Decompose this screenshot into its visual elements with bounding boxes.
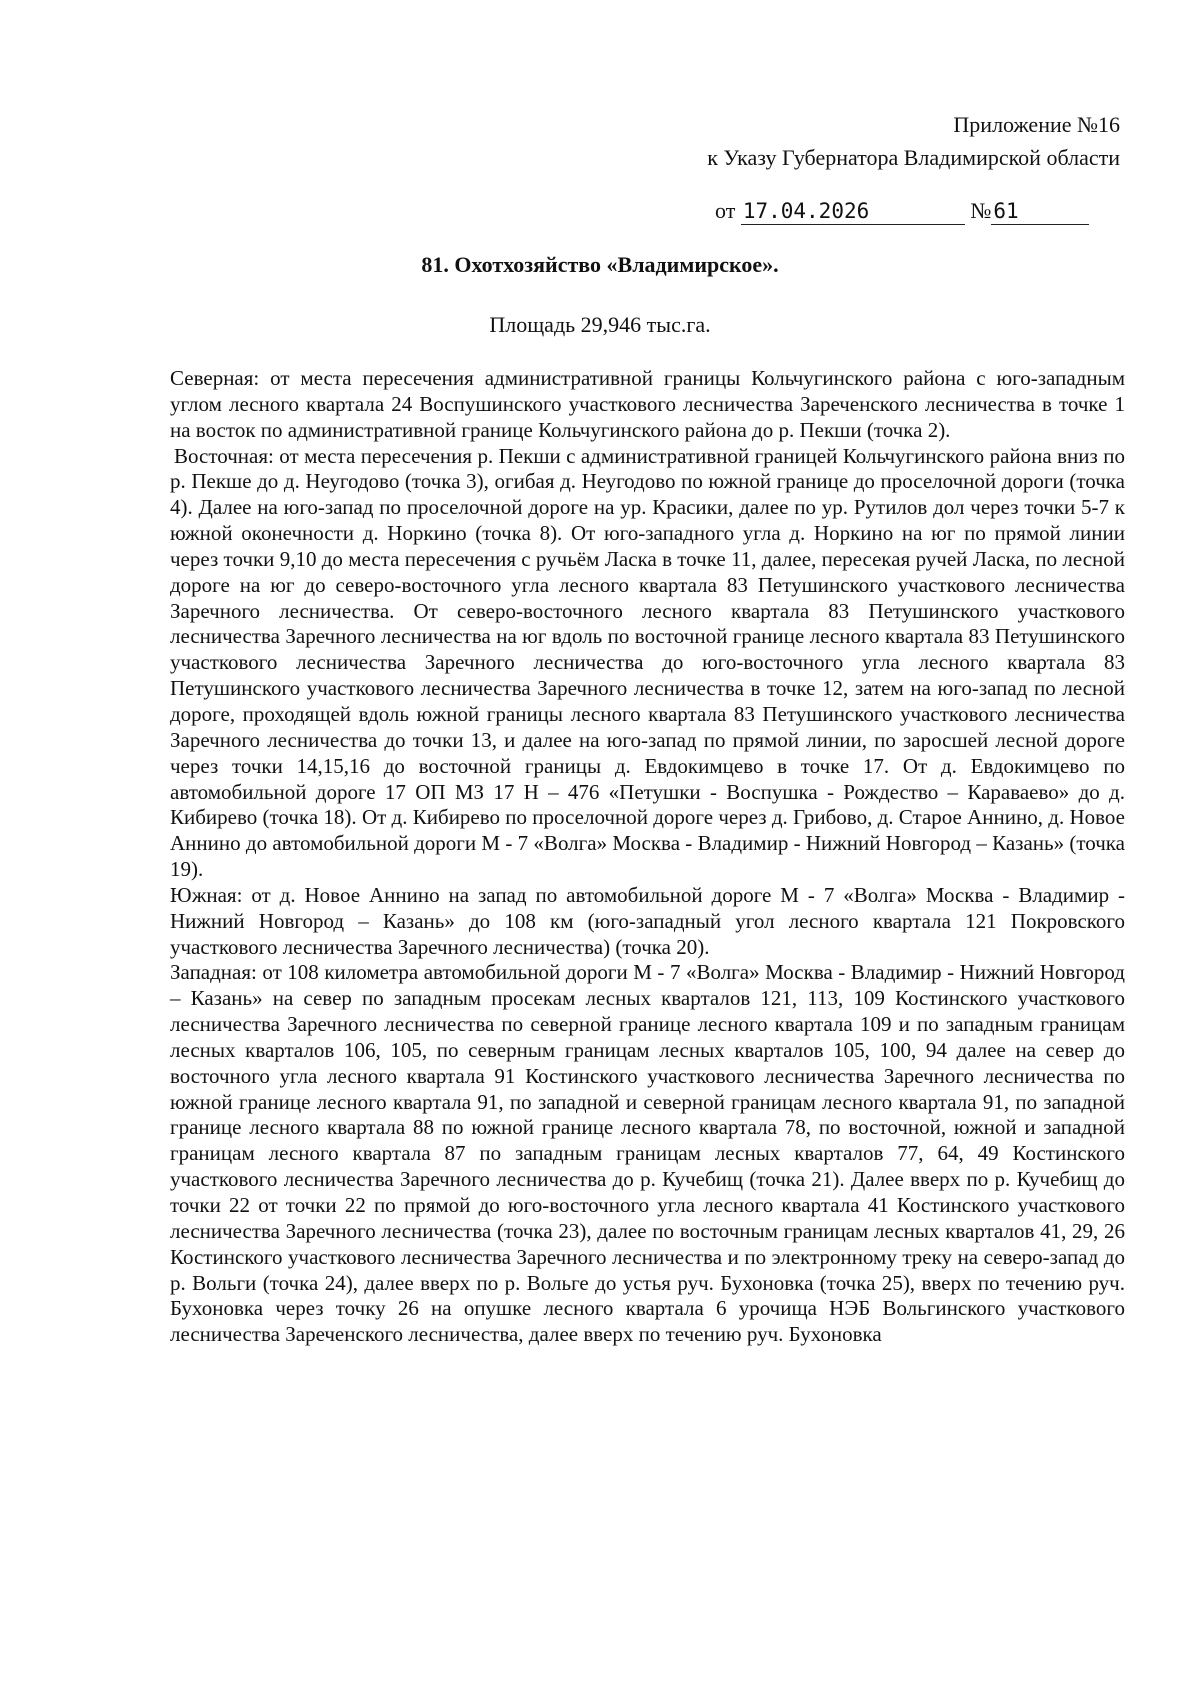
section-title: 81. Охотхозяйство «Владимирское». bbox=[421, 252, 779, 277]
number-prefix: № bbox=[970, 198, 992, 223]
document-date-number bbox=[715, 196, 1120, 226]
boundary-description bbox=[170, 366, 1125, 1348]
paragraph-east: Восточная: от места пересечения р. Пекши с административной границей Кольчугинского района вниз по р. Пекше до д. Неугодово (точка 3), огибая д. Неугодово по южной границе до проселочной дороги (точка 4). Далее на юго-запад по проселочной дороге на ур. Красики, далее по ур. Рутилов дол через точки 5-7 к южной оконечности д. Норкино (точка 8). От юго-западного угла д. Норкино на юг по прямой линии через точки 9,10 до места пересечения с ручьём Ласка в точке 11, далее, пересекая ручей Ласка, по лесной дороге на юг до северо-восточного угла лесного квартала 83 Петушинского участкового лесничества Заречного лесничества. От северо-восточного лесного квартала 83 Петушинского участкового лесничества Заречного лесничества на юг вдоль по восточной границе лесного квартала 83 Петушинского участкового лесничества Заречного лесничества до юго-восточного угла лесного квартала 83 Петушинского участкового лесничества Заречного лесничества в точке 12, затем на юго-запад по лесной дороге, проходящей вдоль южной границы лесного квартала 83 Петушинского участкового лесничества Заречного лесничества до точки 13, и далее на юго-запад по прямой линии, по заросшей лесной дороге через точки 14,15,16 до восточной границы д. Евдокимцево в точке 17. От д. Евдокимцево по автомобильной дороге 17 ОП МЗ 17 Н – 476 «Петушки - Воспушка - Рождество – Караваево» до д. Кибирево (точка 18). От д. Кибирево по проселочной дороге через д. Грибово, д. Старое Аннино, д. Новое Аннино до автомобильной дороги М - 7 «Волга» Москва - Владимир - Нижний Новгород – Казань» (точка 19). bbox=[170, 443, 1125, 882]
date-prefix: от bbox=[715, 198, 736, 223]
document-date: 17.04.2026 bbox=[741, 198, 965, 225]
decree-reference: к Указу Губернатора Владимирской области bbox=[707, 145, 1120, 170]
document-header bbox=[707, 108, 1120, 174]
paragraph-north: Северная: от места пересечения административной границы Кольчугинского района с юго-западным углом лесного квартала 24 Воспушинского участкового лесничества Зареченского лесничества в точке 1 на восток по административной границе Кольчугинского района до р. Пекши (точка 2). bbox=[170, 366, 1125, 442]
paragraph-west: Западная: от 108 километра автомобильной дороги М - 7 «Волга» Москва - Владимир - Нижний Новгород – Казань» на север по западным просекам лесных кварталов 121, 113, 109 Костинского участкового лесничества Заречного лесничества по северной границе лесного квартала 109 и по западным границам лесных кварталов 106, 105, по северным границам лесных кварталов 105, 100, 94 далее на север до восточного угла лесного квартала 91 Костинского участкового лесничества Заречного лесничества по южной границе лесного квартала 91, по западной и северной границам лесного квартала 91, по западной границе лесного квартала 88 по южной границе лесного квартала 78, по восточной, южной и западной границам лесного квартала 87 по западным границам лесных кварталов 77, 64, 49 Костинского участкового лесничества Заречного лесничества до р. Кучебищ (точка 21). Далее вверх по р. Кучебищ до точки 22 от точки 22 по прямой до юго-восточного угла лесного квартала 41 Костинского участкового лесничества Заречного лесничества (точка 23), далее по восточным границам лесных кварталов 41, 29, 26 Костинского участкового лесничества Заречного лесничества и по электронному треку на северо-запад до р. Вольги (точка 24), далее вверх по р. Вольге до устья руч. Бухоновка (точка 25), вверх по течению руч. Бухоновка через точку 26 на опушке лесного квартала 6 урочища НЭБ Вольгинского участкового лесничества Зареченского лесничества, далее вверх по течению руч. Бухоновка bbox=[170, 960, 1125, 1347]
document-number: 61 bbox=[991, 198, 1089, 225]
appendix-label: Приложение №16 bbox=[953, 112, 1120, 137]
paragraph-south: Южная: от д. Новое Аннино на запад по автомобильной дороге М - 7 «Волга» Москва - Владимир - Нижний Новгород – Казань» до 108 км (юго-западный угол лесного квартала 121 Покровского участкового лесничества Заречного лесничества) (точка 20). bbox=[170, 882, 1125, 959]
area-line: Площадь 29,946 тыс.га. bbox=[489, 312, 711, 337]
